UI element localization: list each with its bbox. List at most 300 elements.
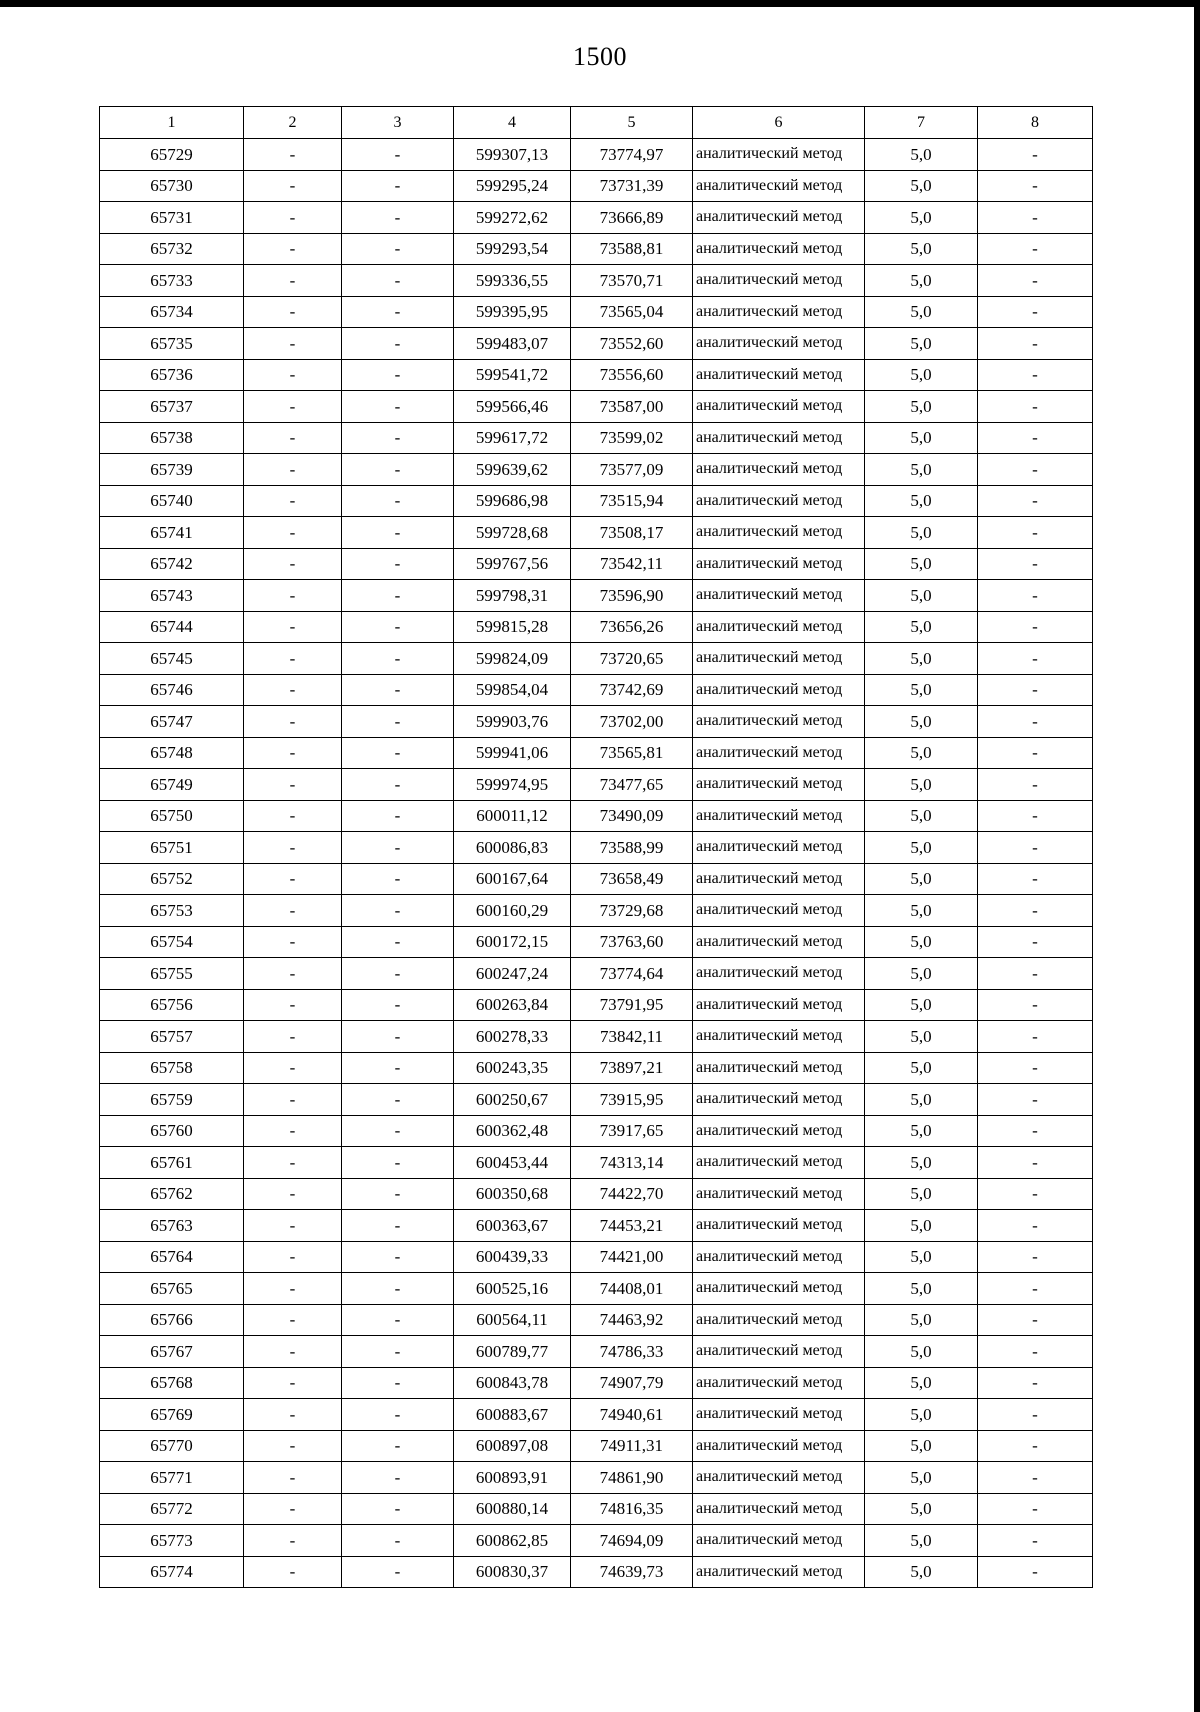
y-coordinate-cell: 73542,11 bbox=[571, 548, 693, 580]
col3-cell: - bbox=[342, 265, 454, 297]
x-coordinate-cell: 599767,56 bbox=[454, 548, 571, 580]
method-cell: аналитический метод bbox=[693, 1399, 865, 1431]
accuracy-cell: 5,0 bbox=[865, 611, 978, 643]
table-row bbox=[100, 233, 1093, 265]
table-row bbox=[100, 170, 1093, 202]
col2-cell: - bbox=[244, 359, 342, 391]
x-coordinate-cell: 600363,67 bbox=[454, 1210, 571, 1242]
y-coordinate-cell: 74408,01 bbox=[571, 1273, 693, 1305]
method-cell: аналитический метод bbox=[693, 1493, 865, 1525]
accuracy-cell: 5,0 bbox=[865, 1052, 978, 1084]
method-cell: аналитический метод bbox=[693, 548, 865, 580]
col3-cell: - bbox=[342, 1430, 454, 1462]
point-number-cell: 65748 bbox=[100, 737, 244, 769]
col2-cell: - bbox=[244, 580, 342, 612]
column-header-7: 7 bbox=[865, 107, 978, 139]
y-coordinate-cell: 73917,65 bbox=[571, 1115, 693, 1147]
method-cell: аналитический метод bbox=[693, 1556, 865, 1588]
x-coordinate-cell: 599307,13 bbox=[454, 139, 571, 171]
accuracy-cell: 5,0 bbox=[865, 1084, 978, 1116]
col3-cell: - bbox=[342, 328, 454, 360]
col8-cell: - bbox=[978, 391, 1093, 423]
x-coordinate-cell: 600011,12 bbox=[454, 800, 571, 832]
col8-cell: - bbox=[978, 926, 1093, 958]
col3-cell: - bbox=[342, 454, 454, 486]
col3-cell: - bbox=[342, 422, 454, 454]
method-cell: аналитический метод bbox=[693, 643, 865, 675]
column-header-4: 4 bbox=[454, 107, 571, 139]
table-row bbox=[100, 328, 1093, 360]
accuracy-cell: 5,0 bbox=[865, 832, 978, 864]
accuracy-cell: 5,0 bbox=[865, 800, 978, 832]
col2-cell: - bbox=[244, 265, 342, 297]
y-coordinate-cell: 73588,99 bbox=[571, 832, 693, 864]
col8-cell: - bbox=[978, 674, 1093, 706]
col2-cell: - bbox=[244, 1115, 342, 1147]
point-number-cell: 65738 bbox=[100, 422, 244, 454]
col2-cell: - bbox=[244, 706, 342, 738]
method-cell: аналитический метод bbox=[693, 674, 865, 706]
col3-cell: - bbox=[342, 170, 454, 202]
col3-cell: - bbox=[342, 832, 454, 864]
col2-cell: - bbox=[244, 1210, 342, 1242]
accuracy-cell: 5,0 bbox=[865, 1399, 978, 1431]
x-coordinate-cell: 600843,78 bbox=[454, 1367, 571, 1399]
col3-cell: - bbox=[342, 548, 454, 580]
x-coordinate-cell: 599728,68 bbox=[454, 517, 571, 549]
col3-cell: - bbox=[342, 958, 454, 990]
col3-cell: - bbox=[342, 1462, 454, 1494]
col2-cell: - bbox=[244, 233, 342, 265]
accuracy-cell: 5,0 bbox=[865, 1304, 978, 1336]
y-coordinate-cell: 74639,73 bbox=[571, 1556, 693, 1588]
x-coordinate-cell: 599293,54 bbox=[454, 233, 571, 265]
col8-cell: - bbox=[978, 454, 1093, 486]
y-coordinate-cell: 74911,31 bbox=[571, 1430, 693, 1462]
method-cell: аналитический метод bbox=[693, 391, 865, 423]
col2-cell: - bbox=[244, 863, 342, 895]
table-row bbox=[100, 485, 1093, 517]
y-coordinate-cell: 74816,35 bbox=[571, 1493, 693, 1525]
x-coordinate-cell: 599854,04 bbox=[454, 674, 571, 706]
col3-cell: - bbox=[342, 674, 454, 706]
col2-cell: - bbox=[244, 1273, 342, 1305]
col2-cell: - bbox=[244, 832, 342, 864]
col3-cell: - bbox=[342, 1210, 454, 1242]
point-number-cell: 65764 bbox=[100, 1241, 244, 1273]
table-row bbox=[100, 454, 1093, 486]
y-coordinate-cell: 74861,90 bbox=[571, 1462, 693, 1494]
y-coordinate-cell: 73731,39 bbox=[571, 170, 693, 202]
point-number-cell: 65772 bbox=[100, 1493, 244, 1525]
table-row bbox=[100, 1367, 1093, 1399]
method-cell: аналитический метод bbox=[693, 1084, 865, 1116]
method-cell: аналитический метод bbox=[693, 1525, 865, 1557]
point-number-cell: 65732 bbox=[100, 233, 244, 265]
table-row bbox=[100, 643, 1093, 675]
accuracy-cell: 5,0 bbox=[865, 517, 978, 549]
x-coordinate-cell: 600350,68 bbox=[454, 1178, 571, 1210]
col3-cell: - bbox=[342, 233, 454, 265]
col2-cell: - bbox=[244, 1052, 342, 1084]
col8-cell: - bbox=[978, 1084, 1093, 1116]
col2-cell: - bbox=[244, 1493, 342, 1525]
col3-cell: - bbox=[342, 1115, 454, 1147]
method-cell: аналитический метод bbox=[693, 706, 865, 738]
y-coordinate-cell: 73915,95 bbox=[571, 1084, 693, 1116]
accuracy-cell: 5,0 bbox=[865, 643, 978, 675]
x-coordinate-cell: 599824,09 bbox=[454, 643, 571, 675]
method-cell: аналитический метод bbox=[693, 895, 865, 927]
page-number: 1500 bbox=[573, 42, 627, 71]
point-number-cell: 65743 bbox=[100, 580, 244, 612]
accuracy-cell: 5,0 bbox=[865, 1115, 978, 1147]
x-coordinate-cell: 600086,83 bbox=[454, 832, 571, 864]
column-header-3: 3 bbox=[342, 107, 454, 139]
accuracy-cell: 5,0 bbox=[865, 1336, 978, 1368]
table-body bbox=[100, 139, 1093, 1588]
accuracy-cell: 5,0 bbox=[865, 1525, 978, 1557]
col8-cell: - bbox=[978, 958, 1093, 990]
y-coordinate-cell: 73477,65 bbox=[571, 769, 693, 801]
table-row bbox=[100, 611, 1093, 643]
point-number-cell: 65755 bbox=[100, 958, 244, 990]
point-number-cell: 65753 bbox=[100, 895, 244, 927]
col2-cell: - bbox=[244, 1462, 342, 1494]
method-cell: аналитический метод bbox=[693, 1367, 865, 1399]
accuracy-cell: 5,0 bbox=[865, 1241, 978, 1273]
table-row bbox=[100, 1462, 1093, 1494]
accuracy-cell: 5,0 bbox=[865, 422, 978, 454]
point-number-cell: 65731 bbox=[100, 202, 244, 234]
x-coordinate-cell: 600880,14 bbox=[454, 1493, 571, 1525]
accuracy-cell: 5,0 bbox=[865, 265, 978, 297]
col8-cell: - bbox=[978, 359, 1093, 391]
table-row bbox=[100, 958, 1093, 990]
col8-cell: - bbox=[978, 139, 1093, 171]
method-cell: аналитический метод bbox=[693, 1304, 865, 1336]
accuracy-cell: 5,0 bbox=[865, 1210, 978, 1242]
x-coordinate-cell: 600160,29 bbox=[454, 895, 571, 927]
table-row bbox=[100, 1556, 1093, 1588]
point-number-cell: 65746 bbox=[100, 674, 244, 706]
col2-cell: - bbox=[244, 296, 342, 328]
col8-cell: - bbox=[978, 170, 1093, 202]
col3-cell: - bbox=[342, 1147, 454, 1179]
point-number-cell: 65756 bbox=[100, 989, 244, 1021]
x-coordinate-cell: 600897,08 bbox=[454, 1430, 571, 1462]
point-number-cell: 65752 bbox=[100, 863, 244, 895]
col2-cell: - bbox=[244, 926, 342, 958]
col3-cell: - bbox=[342, 1493, 454, 1525]
col2-cell: - bbox=[244, 1147, 342, 1179]
col8-cell: - bbox=[978, 1147, 1093, 1179]
accuracy-cell: 5,0 bbox=[865, 674, 978, 706]
col8-cell: - bbox=[978, 233, 1093, 265]
scan-border-top bbox=[0, 0, 1200, 7]
method-cell: аналитический метод bbox=[693, 958, 865, 990]
col8-cell: - bbox=[978, 202, 1093, 234]
point-number-cell: 65747 bbox=[100, 706, 244, 738]
point-number-cell: 65767 bbox=[100, 1336, 244, 1368]
method-cell: аналитический метод bbox=[693, 233, 865, 265]
x-coordinate-cell: 599798,31 bbox=[454, 580, 571, 612]
table-row bbox=[100, 674, 1093, 706]
x-coordinate-cell: 600564,11 bbox=[454, 1304, 571, 1336]
y-coordinate-cell: 73742,69 bbox=[571, 674, 693, 706]
y-coordinate-cell: 73791,95 bbox=[571, 989, 693, 1021]
y-coordinate-cell: 74453,21 bbox=[571, 1210, 693, 1242]
col3-cell: - bbox=[342, 1367, 454, 1399]
table-row bbox=[100, 548, 1093, 580]
table-row bbox=[100, 1178, 1093, 1210]
table-row bbox=[100, 800, 1093, 832]
accuracy-cell: 5,0 bbox=[865, 233, 978, 265]
col8-cell: - bbox=[978, 989, 1093, 1021]
col8-cell: - bbox=[978, 1178, 1093, 1210]
col3-cell: - bbox=[342, 1399, 454, 1431]
x-coordinate-cell: 600453,44 bbox=[454, 1147, 571, 1179]
method-cell: аналитический метод bbox=[693, 422, 865, 454]
col8-cell: - bbox=[978, 548, 1093, 580]
point-number-cell: 65761 bbox=[100, 1147, 244, 1179]
point-number-cell: 65759 bbox=[100, 1084, 244, 1116]
column-header-2: 2 bbox=[244, 107, 342, 139]
x-coordinate-cell: 599617,72 bbox=[454, 422, 571, 454]
coordinates-table bbox=[99, 106, 1093, 1588]
y-coordinate-cell: 73658,49 bbox=[571, 863, 693, 895]
col2-cell: - bbox=[244, 737, 342, 769]
header-row bbox=[100, 107, 1093, 139]
table-row bbox=[100, 1493, 1093, 1525]
point-number-cell: 65749 bbox=[100, 769, 244, 801]
col2-cell: - bbox=[244, 1021, 342, 1053]
method-cell: аналитический метод bbox=[693, 1430, 865, 1462]
col2-cell: - bbox=[244, 643, 342, 675]
col3-cell: - bbox=[342, 1556, 454, 1588]
method-cell: аналитический метод bbox=[693, 1210, 865, 1242]
method-cell: аналитический метод bbox=[693, 1115, 865, 1147]
scan-border-right bbox=[1194, 0, 1200, 1712]
y-coordinate-cell: 74786,33 bbox=[571, 1336, 693, 1368]
y-coordinate-cell: 73702,00 bbox=[571, 706, 693, 738]
point-number-cell: 65742 bbox=[100, 548, 244, 580]
col2-cell: - bbox=[244, 1336, 342, 1368]
col3-cell: - bbox=[342, 359, 454, 391]
x-coordinate-cell: 600789,77 bbox=[454, 1336, 571, 1368]
table-row bbox=[100, 1210, 1093, 1242]
x-coordinate-cell: 600830,37 bbox=[454, 1556, 571, 1588]
col2-cell: - bbox=[244, 1399, 342, 1431]
method-cell: аналитический метод bbox=[693, 170, 865, 202]
accuracy-cell: 5,0 bbox=[865, 1462, 978, 1494]
column-header-8: 8 bbox=[978, 107, 1093, 139]
col8-cell: - bbox=[978, 422, 1093, 454]
col3-cell: - bbox=[342, 737, 454, 769]
col3-cell: - bbox=[342, 706, 454, 738]
accuracy-cell: 5,0 bbox=[865, 863, 978, 895]
x-coordinate-cell: 599272,62 bbox=[454, 202, 571, 234]
col8-cell: - bbox=[978, 769, 1093, 801]
table-row bbox=[100, 580, 1093, 612]
point-number-cell: 65762 bbox=[100, 1178, 244, 1210]
table-row bbox=[100, 863, 1093, 895]
col8-cell: - bbox=[978, 643, 1093, 675]
table-row bbox=[100, 989, 1093, 1021]
method-cell: аналитический метод bbox=[693, 1241, 865, 1273]
col2-cell: - bbox=[244, 800, 342, 832]
col8-cell: - bbox=[978, 296, 1093, 328]
table-row bbox=[100, 1273, 1093, 1305]
col2-cell: - bbox=[244, 485, 342, 517]
table-row bbox=[100, 1021, 1093, 1053]
point-number-cell: 65774 bbox=[100, 1556, 244, 1588]
col8-cell: - bbox=[978, 1115, 1093, 1147]
col8-cell: - bbox=[978, 1399, 1093, 1431]
col8-cell: - bbox=[978, 1021, 1093, 1053]
col8-cell: - bbox=[978, 485, 1093, 517]
col2-cell: - bbox=[244, 1367, 342, 1399]
method-cell: аналитический метод bbox=[693, 202, 865, 234]
x-coordinate-cell: 599336,55 bbox=[454, 265, 571, 297]
x-coordinate-cell: 599686,98 bbox=[454, 485, 571, 517]
table-row bbox=[100, 359, 1093, 391]
x-coordinate-cell: 599395,95 bbox=[454, 296, 571, 328]
table-row bbox=[100, 1084, 1093, 1116]
y-coordinate-cell: 73763,60 bbox=[571, 926, 693, 958]
col8-cell: - bbox=[978, 800, 1093, 832]
col3-cell: - bbox=[342, 517, 454, 549]
y-coordinate-cell: 73565,81 bbox=[571, 737, 693, 769]
y-coordinate-cell: 73599,02 bbox=[571, 422, 693, 454]
y-coordinate-cell: 74694,09 bbox=[571, 1525, 693, 1557]
table-row bbox=[100, 832, 1093, 864]
method-cell: аналитический метод bbox=[693, 139, 865, 171]
method-cell: аналитический метод bbox=[693, 863, 865, 895]
col2-cell: - bbox=[244, 1430, 342, 1462]
y-coordinate-cell: 73774,64 bbox=[571, 958, 693, 990]
y-coordinate-cell: 73842,11 bbox=[571, 1021, 693, 1053]
x-coordinate-cell: 600525,16 bbox=[454, 1273, 571, 1305]
col8-cell: - bbox=[978, 265, 1093, 297]
method-cell: аналитический метод bbox=[693, 580, 865, 612]
table-row bbox=[100, 1115, 1093, 1147]
col3-cell: - bbox=[342, 1178, 454, 1210]
col3-cell: - bbox=[342, 1084, 454, 1116]
x-coordinate-cell: 600263,84 bbox=[454, 989, 571, 1021]
point-number-cell: 65765 bbox=[100, 1273, 244, 1305]
x-coordinate-cell: 600883,67 bbox=[454, 1399, 571, 1431]
y-coordinate-cell: 74421,00 bbox=[571, 1241, 693, 1273]
accuracy-cell: 5,0 bbox=[865, 1021, 978, 1053]
table-row bbox=[100, 202, 1093, 234]
col3-cell: - bbox=[342, 611, 454, 643]
method-cell: аналитический метод bbox=[693, 769, 865, 801]
table-row bbox=[100, 422, 1093, 454]
x-coordinate-cell: 599941,06 bbox=[454, 737, 571, 769]
col8-cell: - bbox=[978, 328, 1093, 360]
col3-cell: - bbox=[342, 202, 454, 234]
y-coordinate-cell: 73515,94 bbox=[571, 485, 693, 517]
point-number-cell: 65737 bbox=[100, 391, 244, 423]
method-cell: аналитический метод bbox=[693, 1336, 865, 1368]
col2-cell: - bbox=[244, 454, 342, 486]
method-cell: аналитический метод bbox=[693, 926, 865, 958]
point-number-cell: 65771 bbox=[100, 1462, 244, 1494]
col2-cell: - bbox=[244, 517, 342, 549]
accuracy-cell: 5,0 bbox=[865, 1367, 978, 1399]
y-coordinate-cell: 73556,60 bbox=[571, 359, 693, 391]
method-cell: аналитический метод bbox=[693, 1021, 865, 1053]
table-row bbox=[100, 1147, 1093, 1179]
col2-cell: - bbox=[244, 548, 342, 580]
col2-cell: - bbox=[244, 989, 342, 1021]
col3-cell: - bbox=[342, 769, 454, 801]
col8-cell: - bbox=[978, 1462, 1093, 1494]
y-coordinate-cell: 73720,65 bbox=[571, 643, 693, 675]
method-cell: аналитический метод bbox=[693, 454, 865, 486]
accuracy-cell: 5,0 bbox=[865, 1493, 978, 1525]
col3-cell: - bbox=[342, 1304, 454, 1336]
table-row bbox=[100, 1525, 1093, 1557]
col3-cell: - bbox=[342, 580, 454, 612]
point-number-cell: 65741 bbox=[100, 517, 244, 549]
point-number-cell: 65769 bbox=[100, 1399, 244, 1431]
table-row bbox=[100, 895, 1093, 927]
point-number-cell: 65744 bbox=[100, 611, 244, 643]
point-number-cell: 65768 bbox=[100, 1367, 244, 1399]
point-number-cell: 65735 bbox=[100, 328, 244, 360]
col3-cell: - bbox=[342, 989, 454, 1021]
col2-cell: - bbox=[244, 422, 342, 454]
table-row bbox=[100, 1430, 1093, 1462]
col8-cell: - bbox=[978, 1052, 1093, 1084]
col2-cell: - bbox=[244, 958, 342, 990]
y-coordinate-cell: 73565,04 bbox=[571, 296, 693, 328]
col3-cell: - bbox=[342, 296, 454, 328]
table-row bbox=[100, 706, 1093, 738]
col8-cell: - bbox=[978, 863, 1093, 895]
col3-cell: - bbox=[342, 1241, 454, 1273]
point-number-cell: 65734 bbox=[100, 296, 244, 328]
y-coordinate-cell: 73897,21 bbox=[571, 1052, 693, 1084]
point-number-cell: 65760 bbox=[100, 1115, 244, 1147]
point-number-cell: 65733 bbox=[100, 265, 244, 297]
col2-cell: - bbox=[244, 1525, 342, 1557]
col2-cell: - bbox=[244, 611, 342, 643]
table-header bbox=[100, 107, 1093, 139]
y-coordinate-cell: 73729,68 bbox=[571, 895, 693, 927]
col3-cell: - bbox=[342, 1052, 454, 1084]
accuracy-cell: 5,0 bbox=[865, 170, 978, 202]
x-coordinate-cell: 599903,76 bbox=[454, 706, 571, 738]
method-cell: аналитический метод bbox=[693, 328, 865, 360]
point-number-cell: 65770 bbox=[100, 1430, 244, 1462]
col8-cell: - bbox=[978, 1241, 1093, 1273]
method-cell: аналитический метод bbox=[693, 611, 865, 643]
method-cell: аналитический метод bbox=[693, 485, 865, 517]
col2-cell: - bbox=[244, 1556, 342, 1588]
y-coordinate-cell: 73490,09 bbox=[571, 800, 693, 832]
col3-cell: - bbox=[342, 863, 454, 895]
y-coordinate-cell: 73577,09 bbox=[571, 454, 693, 486]
accuracy-cell: 5,0 bbox=[865, 989, 978, 1021]
col8-cell: - bbox=[978, 1210, 1093, 1242]
method-cell: аналитический метод bbox=[693, 737, 865, 769]
col2-cell: - bbox=[244, 202, 342, 234]
col3-cell: - bbox=[342, 800, 454, 832]
accuracy-cell: 5,0 bbox=[865, 580, 978, 612]
